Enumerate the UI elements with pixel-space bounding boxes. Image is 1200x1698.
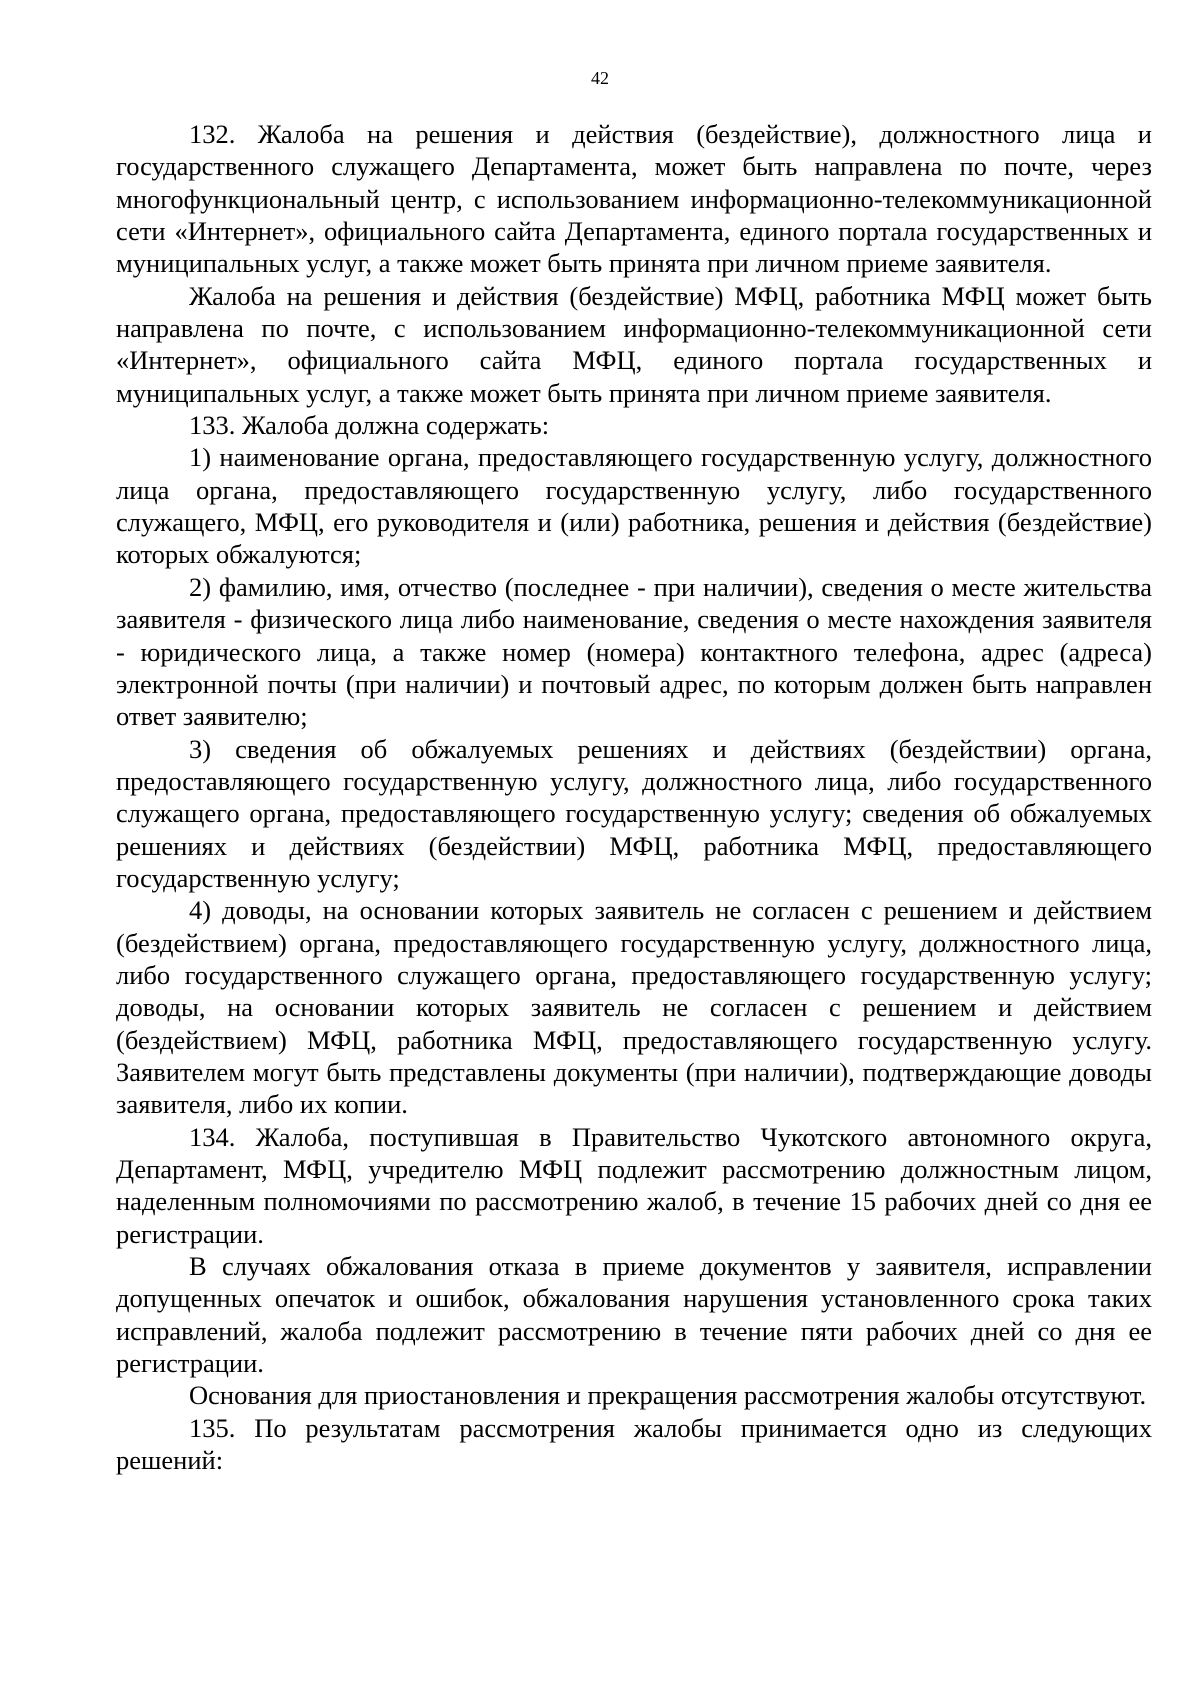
paragraph-133: 133. Жалоба должна содержать: [189,410,550,441]
paragraph-no-grounds: Основания для приостановления и прекращения рассмотрения жалобы отсутствуют. [189,1380,1147,1411]
paragraph-five-days: В случаях обжалования отказа в приеме документов у заявителя, исправлении допущенных опечаток и ошибок, обжалования нарушения установленного срока таких исправлений, жалоба подлежит рассмотрению в течение пяти рабочих дней со дня ее регистрации. [116,1251,1152,1379]
paragraph-135: 135. По результатам рассмотрения жалобы принимается одно из следующих решений: [116,1412,1152,1476]
list-item-4: 4) доводы, на основании которых заявитель не согласен с решением и действием (бездействием) органа, предоставляющего государственную услугу, должностного лица, либо государственного служащего органа, предоставляющего государственную услугу; доводы, на основании которых заявитель не согласен с решением и действием (бездействием) МФЦ, работника МФЦ, предоставляющего государственную услугу. Заявителем могут быть представлены документы (при наличии), подтверждающие доводы заявителя, либо их копии. [116,895,1152,1120]
list-item-2: 2) фамилию, имя, отчество (последнее - при наличии), сведения о месте жительства заявителя - физического лица либо наименование, сведения о месте нахождения заявителя - юридического лица, а также номер (номера) контактного телефона, адрес (адреса) электронной почты (при наличии) и почтовый адрес, по которым должен быть направлен ответ заявителю; [116,571,1152,732]
list-item-3: 3) сведения об обжалуемых решениях и действиях (бездействии) органа, предоставляющего государственную услугу, должностного лица, либо государственного служащего органа, предоставляющего государственную услугу; сведения об обжалуемых решениях и действиях (бездействии) МФЦ, работника МФЦ, предоставляющего государственную услугу; [116,733,1152,893]
list-item-1: 1) наименование органа, предоставляющего государственную услугу, должностного лица органа, предоставляющего государственную услугу, либо государственного служащего, МФЦ, его руководителя и (или) работника, решения и действия (бездействие) которых обжалуются; [116,442,1152,570]
paragraph-132: 132. Жалоба на решения и действия (бездействие), должностного лица и государственного служащего Департамента, может быть направлена по почте, через многофункциональный центр, с использованием информационно-телекоммуникационной сети «Интернет», официального сайта Департамента, единого портала государственных и муниципальных услуг, а также может быть принята при личном приеме заявителя. [116,119,1152,279]
paragraph-mfc-complaint: Жалоба на решения и действия (бездействие) МФЦ, работника МФЦ может быть направлена по почте, с использованием информационно-телекоммуникационной сети «Интернет», официального сайта МФЦ, единого портала государственных и муниципальных услуг, а также может быть принята при личном приеме заявителя. [116,280,1152,408]
document-body [116,118,1152,1476]
paragraph-134: 134. Жалоба, поступившая в Правительство Чукотского автономного округа, Департамент, МФЦ, учредителю МФЦ подлежит рассмотрению должностным лицом, наделенным полномочиями по рассмотрению жалоб, в течение 15 рабочих дней со дня ее регистрации. [116,1121,1152,1249]
page-number: 42 [591,68,609,88]
